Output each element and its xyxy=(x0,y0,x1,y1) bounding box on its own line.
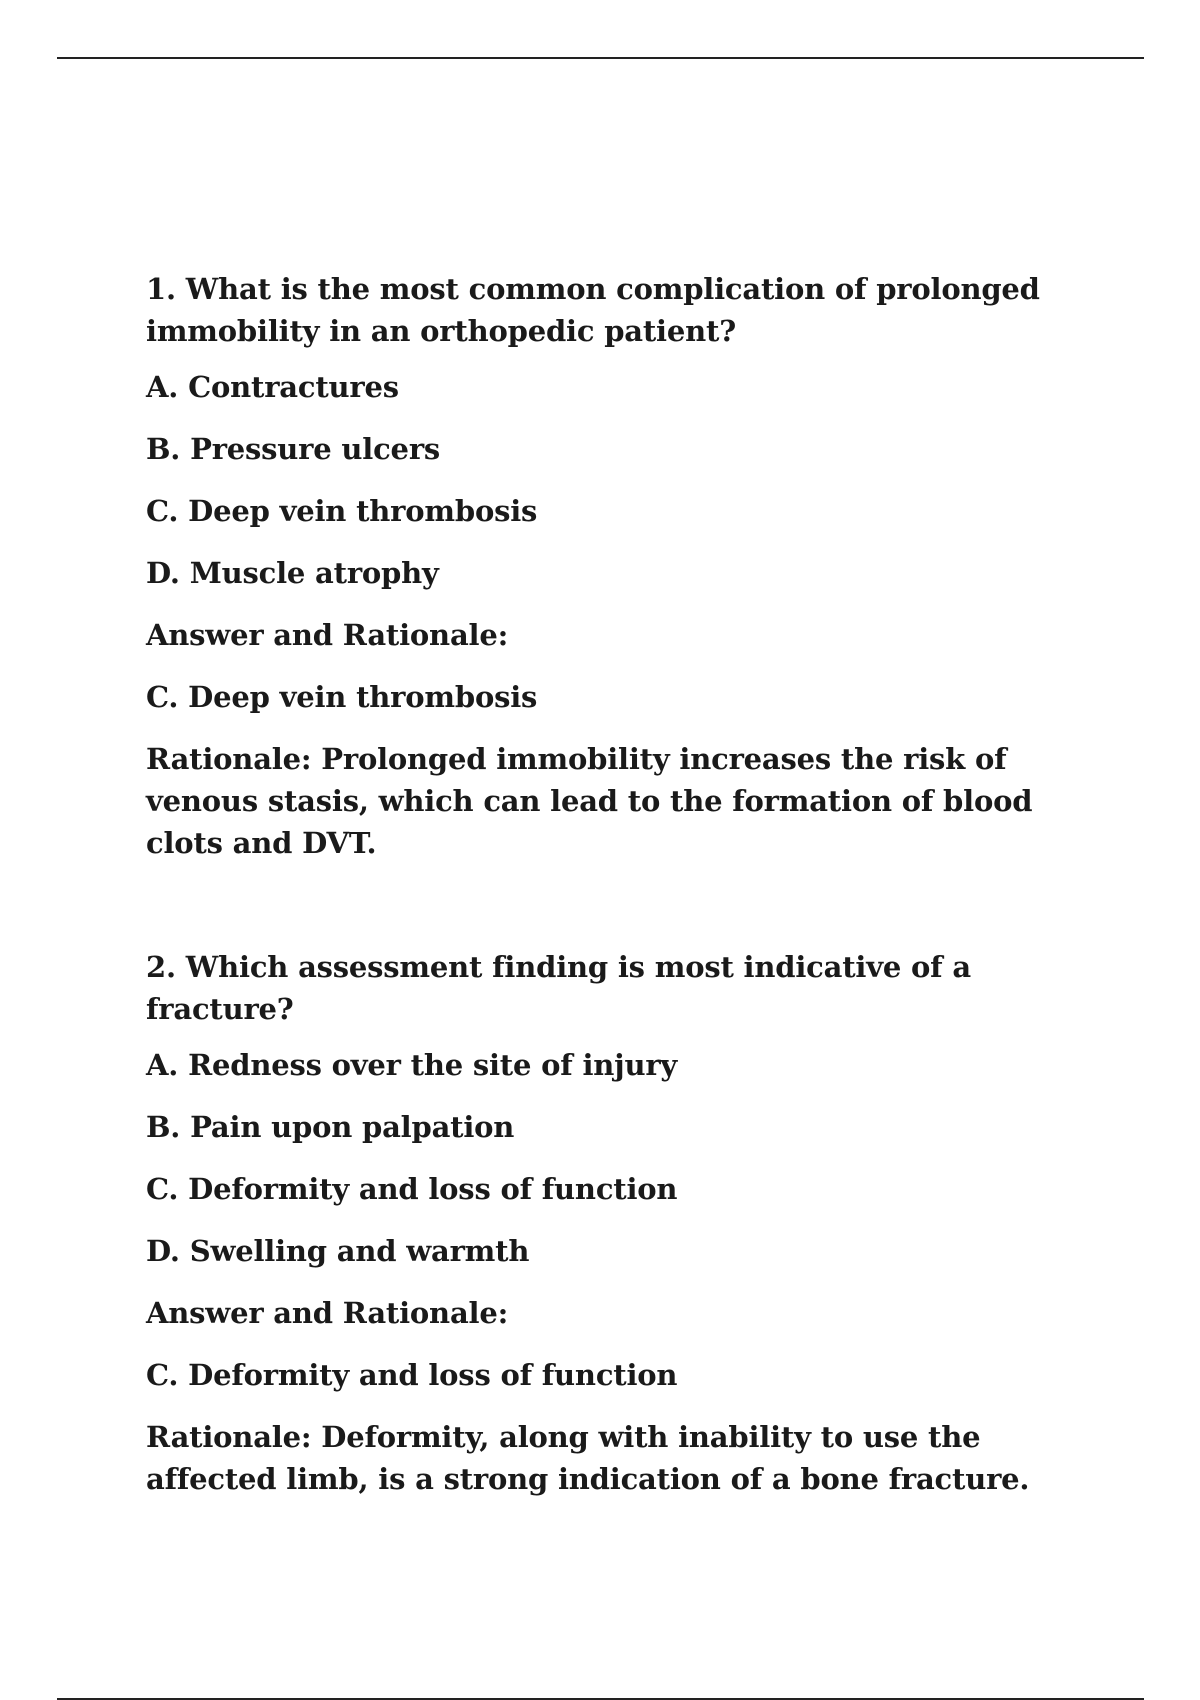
option-a: A. Redness over the site of injury xyxy=(146,1048,678,1082)
answer-text: C. Deformity and loss of function xyxy=(146,1358,678,1392)
option-b: B. Pressure ulcers xyxy=(146,432,441,466)
option-c: C. Deformity and loss of function xyxy=(146,1172,678,1206)
option-d: D. Swelling and warmth xyxy=(146,1234,530,1268)
question-block-1 xyxy=(146,268,1076,864)
question-text: 2. Which assessment finding is most indicative of a fracture? xyxy=(146,950,971,1026)
header-rule xyxy=(57,57,1144,59)
question-block-2 xyxy=(146,946,1076,1500)
answer-text: C. Deep vein thrombosis xyxy=(146,680,538,714)
rationale-text: Rationale: Prolonged immobility increases the risk of venous stasis, which can lead to the formation of blood clots and DVT. xyxy=(146,742,1033,860)
option-c: C. Deep vein thrombosis xyxy=(146,494,538,528)
option-b: B. Pain upon palpation xyxy=(146,1110,515,1144)
option-d: D. Muscle atrophy xyxy=(146,556,439,590)
rationale-text: Rationale: Deformity, along with inability to use the affected limb, is a strong indication of a bone fracture. xyxy=(146,1420,1030,1496)
document-body xyxy=(146,268,1076,1500)
question-text: 1. What is the most common complication of prolonged immobility in an orthopedic patient? xyxy=(146,272,1040,348)
answer-heading: Answer and Rationale: xyxy=(146,618,509,652)
option-a: A. Contractures xyxy=(146,370,399,404)
answer-heading: Answer and Rationale: xyxy=(146,1296,509,1330)
